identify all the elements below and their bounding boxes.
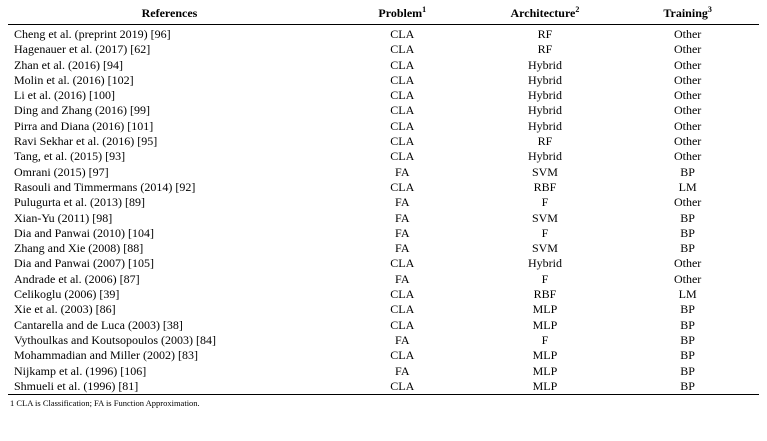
cell-training: Other [673,195,702,210]
table-row [8,103,759,118]
cell-training: Other [673,103,702,118]
cell-architecture: MLP [532,317,558,332]
cell-reference: Hagenauer et al. (2017) [62] [14,42,151,57]
cell-reference: Nijkamp et al. (1996) [106] [14,363,147,378]
column-header-problem [331,4,474,25]
cell-architecture: MLP [532,348,558,363]
table-row [8,226,759,241]
cell-problem: CLA [390,103,415,118]
cell-training: Other [673,134,702,149]
cell-training: BP [680,164,695,179]
cell-problem: CLA [390,256,415,271]
cell-architecture: Hybrid [527,57,562,72]
cell-training: LM [678,287,697,302]
column-header-architecture-superscript: 2 [575,5,580,14]
column-header-architecture [474,4,617,25]
table-header-row [8,4,759,25]
cell-training: BP [680,302,695,317]
column-header-training [616,4,759,25]
cell-training: Other [673,256,702,271]
cell-training: Other [673,27,702,41]
cell-training: Other [673,88,702,103]
cell-architecture: SVM [531,241,558,256]
cell-architecture: RF [537,27,553,41]
table-row [8,333,759,348]
table-body [8,27,759,395]
cell-training: Other [673,149,702,164]
cell-architecture: F [541,195,549,210]
column-header-training-superscript: 3 [707,5,712,14]
cell-architecture: RF [537,134,553,149]
cell-reference: Omrani (2015) [97] [14,164,109,179]
cell-architecture: Hybrid [527,149,562,164]
cell-problem: FA [395,195,410,210]
cell-reference: Mohammadian and Miller (2002) [83] [14,348,198,363]
table-row [8,58,759,73]
cell-reference: Pulugurta et al. (2013) [89] [14,195,145,210]
table-row [8,272,759,287]
cell-architecture: RF [537,42,553,57]
table-row [8,256,759,271]
cell-architecture: F [541,271,549,286]
table-row [8,149,759,164]
cell-reference: Molin et al. (2016) [102] [14,72,134,87]
table-row [8,318,759,333]
cell-reference: Li et al. (2016) [100] [14,88,115,103]
cell-architecture: MLP [532,302,558,317]
cell-architecture: Hybrid [527,103,562,118]
cell-reference: Vythoulkas and Koutsopoulos (2003) [84] [14,332,216,347]
cell-architecture: SVM [531,164,558,179]
table-row [8,180,759,195]
cell-training: Other [673,72,702,87]
column-header-problem-superscript: 1 [422,5,427,14]
table-row [8,364,759,379]
cell-problem: CLA [390,149,415,164]
cell-problem: CLA [390,302,415,317]
cell-reference: Ravi Sekhar et al. (2016) [95] [14,134,158,149]
cell-problem: CLA [390,72,415,87]
cell-training: BP [680,225,695,240]
table-row [8,302,759,317]
column-header-architecture-label: Architecture [510,6,576,20]
cell-reference: Rasouli and Timmermans (2014) [92] [14,179,196,194]
cell-architecture: SVM [531,210,558,225]
cell-reference: Xian-Yu (2011) [98] [14,210,113,225]
cell-problem: CLA [390,134,415,149]
cell-problem: FA [395,225,410,240]
cell-problem: CLA [390,42,415,57]
cell-problem: FA [395,332,410,347]
cell-training: BP [680,317,695,332]
table-row [8,165,759,180]
cell-reference: Xie et al. (2003) [86] [14,302,116,317]
cell-architecture: RBF [533,179,557,194]
cell-reference: Dia and Panwai (2010) [104] [14,225,154,240]
cell-problem: FA [395,164,410,179]
cell-training: BP [680,210,695,225]
cell-architecture: Hybrid [527,88,562,103]
cell-training: Other [673,42,702,57]
table-row [8,287,759,302]
cell-problem: FA [395,241,410,256]
column-header-training-label: Training [663,6,708,20]
cell-problem: FA [395,271,410,286]
cell-problem: CLA [390,179,415,194]
cell-training: Other [673,118,702,133]
cell-architecture: Hybrid [527,118,562,133]
table-row [8,211,759,226]
cell-architecture: F [541,225,549,240]
column-header-problem-label: Problem [378,6,423,20]
cell-training: BP [680,348,695,363]
cell-reference: Cantarella and de Luca (2003) [38] [14,317,183,332]
cell-problem: CLA [390,287,415,302]
cell-problem: CLA [390,378,415,393]
cell-problem: CLA [390,118,415,133]
table-row [8,73,759,88]
table-row [8,88,759,103]
cell-training: BP [680,241,695,256]
cell-training: BP [680,378,695,393]
cell-architecture: F [541,332,549,347]
table-row [8,134,759,149]
cell-training: BP [680,363,695,378]
cell-reference: Zhang and Xie (2008) [88] [14,241,144,256]
cell-training: BP [680,332,695,347]
cell-reference: Cheng et al. (preprint 2019) [96] [14,27,171,41]
cell-architecture: RBF [533,287,557,302]
cell-training: Other [673,57,702,72]
table-row [8,195,759,210]
cell-reference: Tang, et al. (2015) [93] [14,149,126,164]
cell-reference: Pirra and Diana (2016) [101] [14,118,154,133]
cell-problem: CLA [390,348,415,363]
cell-reference: Shmueli et al. (1996) [81] [14,378,139,393]
cell-training: LM [678,179,697,194]
column-header-references: References [8,4,331,25]
cell-reference: Andrade et al. (2006) [87] [14,271,140,286]
table-row [8,379,759,395]
cell-architecture: Hybrid [527,256,562,271]
table-footnote: 1 CLA is Classification; FA is Function Approximation. [10,398,200,409]
cell-architecture: MLP [532,363,558,378]
cell-reference: Ding and Zhang (2016) [99] [14,103,150,118]
cell-problem: CLA [390,27,415,41]
cell-reference: Dia and Panwai (2007) [105] [14,256,154,271]
cell-reference: Celikoglu (2006) [39] [14,287,120,302]
cell-problem: FA [395,363,410,378]
table-row [8,119,759,134]
cell-problem: CLA [390,317,415,332]
cell-problem: FA [395,210,410,225]
table-row [8,27,759,42]
cell-architecture: Hybrid [527,72,562,87]
table-row [8,348,759,363]
references-table [8,4,759,397]
cell-problem: CLA [390,57,415,72]
table-row [8,241,759,256]
cell-reference: Zhan et al. (2016) [94] [14,57,123,72]
cell-architecture: MLP [532,378,558,393]
cell-training: Other [673,271,702,286]
table-row [8,42,759,57]
cell-problem: CLA [390,88,415,103]
